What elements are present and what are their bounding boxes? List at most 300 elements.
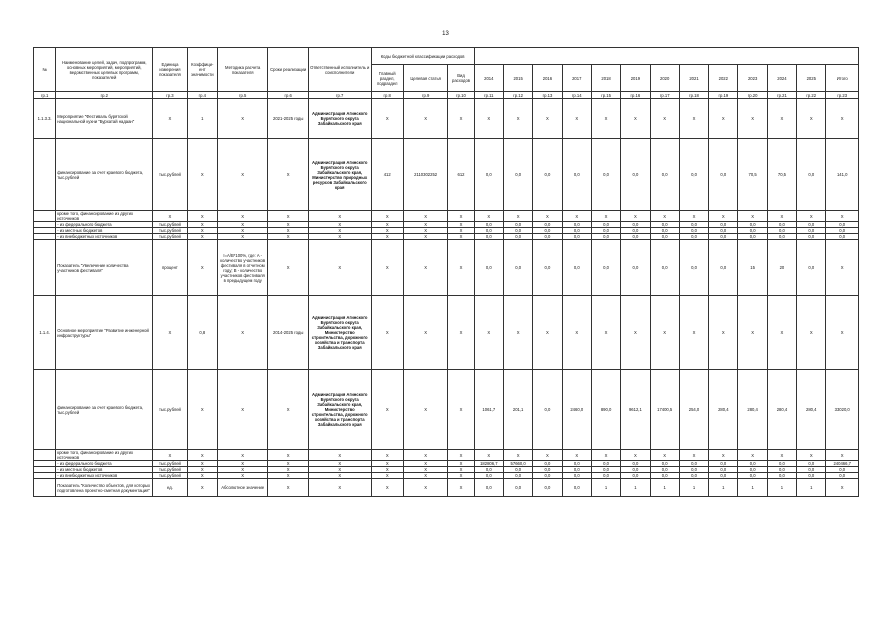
table-cell: Х xyxy=(371,296,403,370)
table-cell: 0,0 xyxy=(533,473,562,479)
table-cell: Х xyxy=(308,467,371,473)
table-cell: 0,0 xyxy=(738,222,767,228)
table-cell: 0,0 xyxy=(533,467,562,473)
table-cell: 0,0 xyxy=(679,240,708,296)
table-cell: Х xyxy=(448,240,474,296)
table-cell: Х xyxy=(268,450,308,461)
table-cell: Х xyxy=(562,211,591,222)
table-cell: Х xyxy=(621,450,650,461)
table-cell: Х xyxy=(217,473,268,479)
table-cell: Х xyxy=(268,467,308,473)
table-cell: 0,0 xyxy=(474,479,503,497)
table-cell: 280,4 xyxy=(767,370,796,450)
table-cell: 0,0 xyxy=(738,473,767,479)
table-cell: 0,0 xyxy=(591,473,620,479)
table-cell: Х xyxy=(217,228,268,234)
header-years-blank xyxy=(474,48,858,65)
table-cell: 0,0 xyxy=(738,228,767,234)
table-cell: 0,0 xyxy=(503,240,532,296)
table-cell: 0,0 xyxy=(650,473,679,479)
table-cell: 0,0 xyxy=(767,473,796,479)
table-cell: Х xyxy=(187,467,217,473)
table-cell: 0,0 xyxy=(826,222,859,228)
column-number: гр.23 xyxy=(826,92,859,99)
table-cell: Х xyxy=(371,479,403,497)
table-cell: Х xyxy=(448,228,474,234)
table-cell: 1 xyxy=(738,479,767,497)
table-cell: ед. xyxy=(153,479,187,497)
table-cell: 0,0 xyxy=(826,228,859,234)
table-cell: Х xyxy=(679,450,708,461)
table-cell: Х xyxy=(217,139,268,211)
table-cell: 0,0 xyxy=(797,139,826,211)
table-cell: Х xyxy=(591,99,620,139)
table-cell: тыс.рублей xyxy=(153,234,187,240)
table-cell: 0,0 xyxy=(797,234,826,240)
table-cell: Х xyxy=(767,99,796,139)
table-cell: 2460,0 xyxy=(562,370,591,450)
header-unit: Единица измерения показателя xyxy=(153,48,187,92)
table-cell: 0,0 xyxy=(767,228,796,234)
table-cell: Х xyxy=(268,473,308,479)
table-cell: Х xyxy=(650,296,679,370)
table-cell: 20 xyxy=(767,240,796,296)
column-number: гр.18 xyxy=(679,92,708,99)
table-cell: Х xyxy=(474,296,503,370)
table-cell: 0,0 xyxy=(621,473,650,479)
table-cell: 0,0 xyxy=(709,467,738,473)
table-cell: 0,0 xyxy=(797,222,826,228)
table-cell: Х xyxy=(268,461,308,467)
page-number: 13 xyxy=(442,31,449,37)
table-cell: Х xyxy=(371,222,403,228)
row-name-cell: - из местных бюджетов xyxy=(56,467,153,473)
table-cell: 0,0 xyxy=(709,139,738,211)
table-cell: Х xyxy=(403,228,447,234)
table-cell: 0,0 xyxy=(533,234,562,240)
table-cell: Х xyxy=(448,461,474,467)
table-cell: 1 xyxy=(679,479,708,497)
table-cell: 0,0 xyxy=(503,467,532,473)
table-cell: 0,0 xyxy=(533,479,562,497)
table-cell: 0,0 xyxy=(474,240,503,296)
table-cell: Х xyxy=(403,99,447,139)
table-cell: 0,0 xyxy=(591,139,620,211)
header-code-section: Главный раздел, подраздел xyxy=(371,65,403,92)
table-cell: 1061,7 xyxy=(474,370,503,450)
table-cell: Х xyxy=(767,211,796,222)
table-cell: 141,0 xyxy=(826,139,859,211)
table-cell: Х xyxy=(650,450,679,461)
table-cell: 0,0 xyxy=(562,461,591,467)
table-cell: Х xyxy=(709,99,738,139)
table-cell: Х xyxy=(268,240,308,296)
table-cell: Х xyxy=(371,99,403,139)
table-cell: 0,0 xyxy=(797,467,826,473)
table-cell: 0,0 xyxy=(650,139,679,211)
table-cell: Х xyxy=(217,234,268,240)
table-cell: 1 xyxy=(650,479,679,497)
table-cell: Х xyxy=(738,99,767,139)
table-cell: 280,4 xyxy=(709,370,738,450)
table-cell: Х xyxy=(268,479,308,497)
table-cell: Х xyxy=(308,211,371,222)
table-cell: Х xyxy=(533,450,562,461)
table-cell: 0,0 xyxy=(709,234,738,240)
column-number: гр.4 xyxy=(187,92,217,99)
table-cell: 0,0 xyxy=(679,467,708,473)
table-cell: 0,0 xyxy=(621,234,650,240)
row-name-cell: - из федерального бюджета xyxy=(56,222,153,228)
table-cell: Х xyxy=(562,296,591,370)
table-cell: Х xyxy=(767,296,796,370)
table-cell: 70,5 xyxy=(767,139,796,211)
column-number: гр.7 xyxy=(308,92,371,99)
table-cell: Х xyxy=(187,240,217,296)
table-cell: Х xyxy=(709,450,738,461)
table-cell: 0,0 xyxy=(797,461,826,467)
table-cell: Х xyxy=(474,450,503,461)
table-cell: Х xyxy=(621,211,650,222)
table-cell: 0,0 xyxy=(474,228,503,234)
table-cell: 0,0 xyxy=(709,228,738,234)
table-cell: 33020,0 xyxy=(826,370,859,450)
table-cell: 0,0 xyxy=(591,240,620,296)
table-cell: Х xyxy=(474,211,503,222)
header-resp: Ответственный исполнитель и соисполнители xyxy=(308,48,371,92)
column-number: гр.22 xyxy=(797,92,826,99)
table-cell: 280,4 xyxy=(738,370,767,450)
table-cell: Х xyxy=(403,473,447,479)
table-cell: 0,0 xyxy=(474,234,503,240)
table-cell: 0,0 xyxy=(533,461,562,467)
table-cell: Х xyxy=(403,211,447,222)
table-cell: Х xyxy=(826,296,859,370)
table-cell: 1.1.4. xyxy=(34,296,56,370)
table-cell: Абсолютное значение xyxy=(217,479,268,497)
table-cell: процент xyxy=(153,240,187,296)
table-cell: 0,8 xyxy=(187,296,217,370)
table-cell: 0,0 xyxy=(679,461,708,467)
table-cell: 57660,0 xyxy=(503,461,532,467)
table-cell: Х xyxy=(797,296,826,370)
table-cell: Х xyxy=(187,211,217,222)
table-cell: 0,0 xyxy=(650,222,679,228)
table-cell: Х xyxy=(448,211,474,222)
table-cell: 9612,1 xyxy=(621,370,650,450)
table-cell: 2110302252 xyxy=(403,139,447,211)
table-cell: 0,0 xyxy=(562,139,591,211)
table-cell xyxy=(34,240,56,296)
table-cell: 0,0 xyxy=(650,461,679,467)
table-cell: 0,0 xyxy=(621,228,650,234)
table-cell: 0,0 xyxy=(621,467,650,473)
column-number: гр.8 xyxy=(371,92,403,99)
row-name-cell: финансирование за счет краевого бюджета, тыс.рублей xyxy=(56,139,153,211)
table-row xyxy=(34,370,859,450)
table-cell xyxy=(34,211,56,222)
row-name-cell: Показатель "Увеличение количества участников фестиваля" xyxy=(56,240,153,296)
table-cell: Х xyxy=(503,450,532,461)
table-cell: 0,0 xyxy=(621,139,650,211)
table-cell: 0,0 xyxy=(679,222,708,228)
table-cell: 0,0 xyxy=(562,473,591,479)
table-cell: Х xyxy=(797,211,826,222)
header-year: 2016 xyxy=(533,65,562,92)
table-cell: Х xyxy=(562,450,591,461)
table-cell: Х xyxy=(217,467,268,473)
header-code-target: Целевая статья xyxy=(403,65,447,92)
table-cell: 1 xyxy=(187,99,217,139)
table-cell: 1.1.3.3. xyxy=(34,99,56,139)
table-cell: Х xyxy=(448,99,474,139)
table-cell: 0,0 xyxy=(826,473,859,479)
table-cell: Х xyxy=(591,450,620,461)
column-number: гр.2 xyxy=(56,92,153,99)
table-cell: 0,0 xyxy=(767,461,796,467)
column-number: гр.9 xyxy=(403,92,447,99)
table-cell: Х xyxy=(217,211,268,222)
header-name: Наименование целей, задач, подпрограмм, основных мероприятий, мероприятий, ведомственных целевых программ, показателей xyxy=(56,48,153,92)
table-cell: Х xyxy=(448,479,474,497)
table-cell: 1 xyxy=(797,479,826,497)
table-cell: Х xyxy=(371,450,403,461)
table-cell: Х xyxy=(308,479,371,497)
table-cell: Х xyxy=(187,228,217,234)
table-cell: Х xyxy=(308,473,371,479)
row-name-cell: Основное мероприятие "Развитие инженерной инфраструктуры" xyxy=(56,296,153,370)
table-cell: Х xyxy=(217,450,268,461)
table-cell: Х xyxy=(650,211,679,222)
table-cell: Х xyxy=(187,222,217,228)
table-cell: Х xyxy=(826,240,859,296)
table-cell: Х xyxy=(533,99,562,139)
table-cell: Х xyxy=(268,370,308,450)
table-cell: Х xyxy=(738,450,767,461)
table-cell: 0,0 xyxy=(679,234,708,240)
table-cell: 0,0 xyxy=(562,234,591,240)
table-cell: 0,0 xyxy=(533,240,562,296)
table-cell: тыс.рублей xyxy=(153,473,187,479)
table-cell: 0,0 xyxy=(621,222,650,228)
table-cell: 0,0 xyxy=(562,222,591,228)
table-cell: тыс.рублей xyxy=(153,461,187,467)
table-cell: 0,0 xyxy=(591,228,620,234)
table-cell: Х xyxy=(826,450,859,461)
table-cell: тыс.рублей xyxy=(153,370,187,450)
table-cell: 612 xyxy=(448,139,474,211)
program-table xyxy=(33,47,859,497)
row-name-cell: финансирование за счет краевого бюджета, тыс.рублей xyxy=(56,370,153,450)
table-cell: 0,0 xyxy=(738,461,767,467)
table-cell: Х xyxy=(217,370,268,450)
table-cell: 15 xyxy=(738,240,767,296)
table-cell: 0,0 xyxy=(650,234,679,240)
table-cell: 0,0 xyxy=(826,234,859,240)
table-cell: Х xyxy=(403,450,447,461)
table-cell: 0,0 xyxy=(709,473,738,479)
table-cell: 0,0 xyxy=(679,139,708,211)
table-cell: Х xyxy=(308,461,371,467)
table-cell: Х xyxy=(187,479,217,497)
column-number: гр.1 xyxy=(34,92,56,99)
table-cell: Х xyxy=(371,240,403,296)
table-cell: 0,0 xyxy=(650,467,679,473)
table-cell: Х xyxy=(371,467,403,473)
table-cell: Х xyxy=(371,228,403,234)
table-cell: Х xyxy=(679,296,708,370)
table-cell: Х xyxy=(797,450,826,461)
table-cell: 0,0 xyxy=(562,228,591,234)
column-number: гр.15 xyxy=(591,92,620,99)
table-cell: 0,0 xyxy=(767,234,796,240)
table-cell: 0,0 xyxy=(591,222,620,228)
header-year: 2017 xyxy=(562,65,591,92)
table-cell: 0,0 xyxy=(474,467,503,473)
table-cell: Х xyxy=(403,222,447,228)
row-name-cell: - из внебюджетных источников xyxy=(56,473,153,479)
column-number: гр.14 xyxy=(562,92,591,99)
table-cell: Х xyxy=(371,473,403,479)
header-term: Сроки реализации xyxy=(268,48,308,92)
table-cell: Х xyxy=(217,99,268,139)
table-cell: Х xyxy=(268,228,308,234)
table-cell: Х xyxy=(562,99,591,139)
header-year: 2018 xyxy=(591,65,620,92)
table-cell: 412 xyxy=(371,139,403,211)
table-cell: 201,1 xyxy=(503,370,532,450)
table-cell: Х xyxy=(308,450,371,461)
table-cell: I=A/B*100%, где: A - количество участников фестиваля в отчетном году; B - количество участников фестиваля в предыдущем году xyxy=(217,240,268,296)
table-row xyxy=(34,211,859,222)
table-cell: 70,5 xyxy=(738,139,767,211)
table-cell: Х xyxy=(308,228,371,234)
table-cell: Х xyxy=(738,296,767,370)
table-cell: Х xyxy=(308,234,371,240)
row-name-cell: - из внебюджетных источников xyxy=(56,234,153,240)
column-number: гр.6 xyxy=(268,92,308,99)
column-number: гр.19 xyxy=(709,92,738,99)
table-cell: 0,0 xyxy=(679,473,708,479)
table-row xyxy=(34,450,859,461)
row-name-cell: Мероприятие "Фестиваль бурятской национальной кухни "Бурхатай надаан" xyxy=(56,99,153,139)
table-cell: 0,0 xyxy=(797,228,826,234)
table-cell: 0,0 xyxy=(797,240,826,296)
table-cell: 0,0 xyxy=(533,139,562,211)
header-year: 2015 xyxy=(503,65,532,92)
table-cell: Х xyxy=(268,222,308,228)
table-cell: Х xyxy=(403,234,447,240)
table-cell: 0,0 xyxy=(797,473,826,479)
table-row xyxy=(34,240,859,296)
table-cell: Х xyxy=(217,222,268,228)
table-cell: 0,0 xyxy=(621,240,650,296)
column-number: гр.11 xyxy=(474,92,503,99)
header-coef: Коэффици-ент значимости xyxy=(187,48,217,92)
table-cell: Х xyxy=(797,99,826,139)
table-cell: 0,0 xyxy=(474,139,503,211)
table-cell: 17400,5 xyxy=(650,370,679,450)
column-number: гр.13 xyxy=(533,92,562,99)
table-cell: Х xyxy=(217,296,268,370)
row-name-cell: кроме того, финансирование из других источников xyxy=(56,211,153,222)
table-cell: Х xyxy=(474,99,503,139)
row-name-cell: - из местных бюджетов xyxy=(56,228,153,234)
table-cell: тыс.рублей xyxy=(153,222,187,228)
table-row xyxy=(34,139,859,211)
row-name-cell: Показатель "Количество объектов, для которых подготовлена проектно-сметная документация" xyxy=(56,479,153,497)
header-year: 2024 xyxy=(767,65,796,92)
header-codes: Коды бюджетной классификации расходов xyxy=(371,48,474,65)
table-cell: Х xyxy=(371,211,403,222)
table-cell: Х xyxy=(187,473,217,479)
table-cell: 0,0 xyxy=(591,234,620,240)
table-cell: 0,0 xyxy=(591,467,620,473)
table-cell: Х xyxy=(650,99,679,139)
table-cell: Х xyxy=(403,479,447,497)
table-cell: 240466,7 xyxy=(826,461,859,467)
table-cell: Х xyxy=(826,99,859,139)
table-cell: Администрация Агинского Бурятского округа Забайкальского края xyxy=(308,99,371,139)
table-cell: 2021-2025 годы xyxy=(268,99,308,139)
table-row xyxy=(34,296,859,370)
table-cell: 890,0 xyxy=(591,370,620,450)
table-cell: тыс.рублей xyxy=(153,228,187,234)
table-cell: 0,0 xyxy=(503,139,532,211)
table-cell: Х xyxy=(709,296,738,370)
table-cell: 1 xyxy=(591,479,620,497)
table-cell: Х xyxy=(403,240,447,296)
table-cell: 0,0 xyxy=(503,222,532,228)
table-cell: Х xyxy=(187,139,217,211)
table-cell: Х xyxy=(679,99,708,139)
table-cell: 0,0 xyxy=(533,228,562,234)
table-cell: Х xyxy=(371,461,403,467)
row-name-cell: - из федерального бюджета xyxy=(56,461,153,467)
table-cell: Х xyxy=(371,370,403,450)
table-cell: Х xyxy=(709,211,738,222)
table-cell: Х xyxy=(403,467,447,473)
table-cell: 0,0 xyxy=(503,234,532,240)
column-number: гр.16 xyxy=(621,92,650,99)
table-cell: Х xyxy=(503,211,532,222)
table-cell: 1 xyxy=(709,479,738,497)
table-cell: Х xyxy=(403,370,447,450)
row-name-cell: кроме того, финансирование из других источников xyxy=(56,450,153,461)
table-cell: Х xyxy=(153,211,187,222)
table-cell: Х xyxy=(153,99,187,139)
header-total: Итого xyxy=(826,65,859,92)
table-cell: 0,0 xyxy=(503,479,532,497)
table-row xyxy=(34,99,859,139)
table-cell: 0,0 xyxy=(738,234,767,240)
header-year: 2022 xyxy=(709,65,738,92)
table-cell: Х xyxy=(591,296,620,370)
table-cell: 2014-2025 годы xyxy=(268,296,308,370)
table-cell: Х xyxy=(591,211,620,222)
table-cell: 254,0 xyxy=(679,370,708,450)
table-cell: Х xyxy=(533,211,562,222)
table-cell: 0,0 xyxy=(767,467,796,473)
table-cell xyxy=(34,139,56,211)
table-cell: 1 xyxy=(621,479,650,497)
table-cell: 0,0 xyxy=(679,228,708,234)
table-cell: Администрация Агинского Бурятского округа Забайкальского края, Министерство строительства, дорожного хозяйства и транспорта Забайкальского края xyxy=(308,296,371,370)
table-cell: Х xyxy=(153,296,187,370)
header-year: 2019 xyxy=(621,65,650,92)
table-cell: Х xyxy=(268,139,308,211)
column-number: гр.17 xyxy=(650,92,679,99)
